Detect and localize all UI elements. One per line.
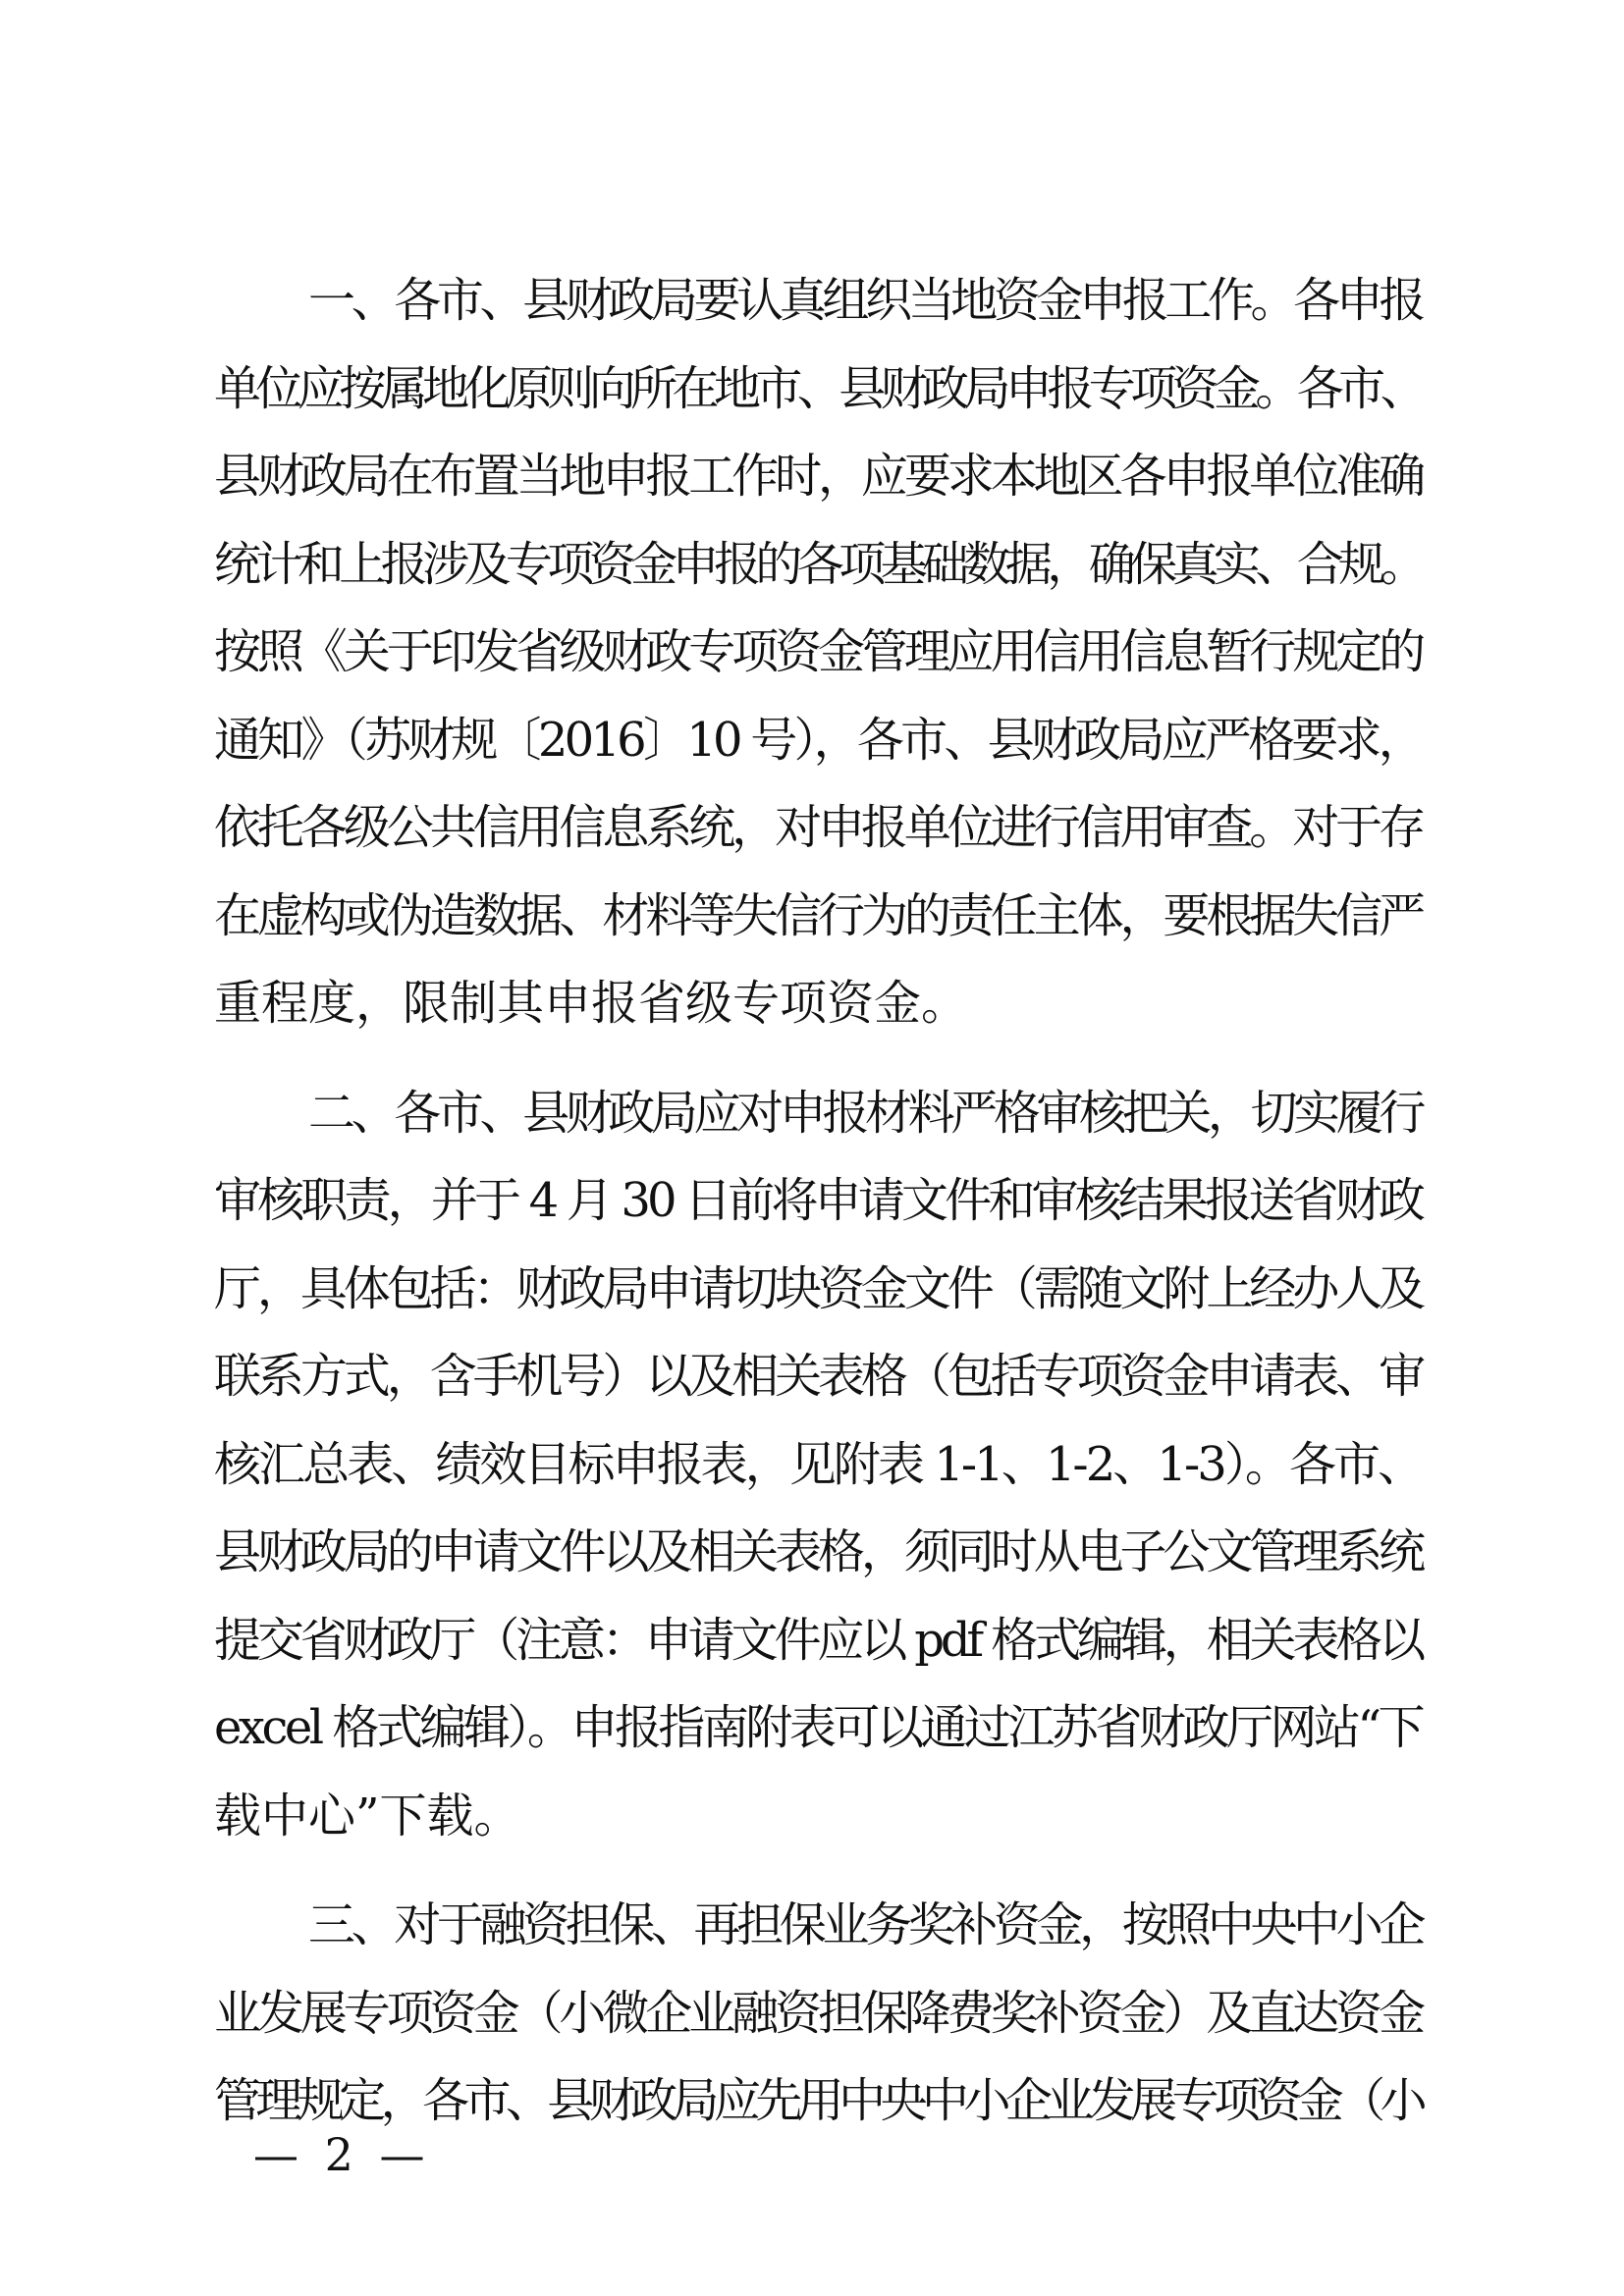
text-line: 审核职责，并于 4 月 30 日前将申请文件和审核结果报送省财政 [214, 1173, 1422, 1228]
text-line: 重程度，限制其申报省级专项资金。 [214, 976, 969, 1031]
text-line: 二、各市、县财政局应对申报材料严格审核把关，切实履行 [308, 1085, 1423, 1141]
text-line: 单位应按属地化原则向所在地市、县财政局申报专项资金。各市、 [214, 360, 1423, 416]
text-line: 统计和上报涉及专项资金申报的各项基础数据，确保真实、合规。 [214, 536, 1423, 592]
text-line: 在虚构或伪造数据、材料等失信行为的责任主体，要根据失信严 [214, 887, 1423, 943]
text-line: 依托各级公共信用信息系统，对申报单位进行信用审查。对于存 [214, 800, 1423, 855]
page-number: — 2 — [253, 2128, 431, 2181]
text-line: 管理规定，各市、县财政局应先用中央中小企业发展专项资金（小 [214, 2073, 1423, 2128]
text-line: 载中心”下载。 [214, 1788, 521, 1843]
text-line: 按照《关于印发省级财政专项资金管理应用信用信息暂行规定的 [214, 624, 1423, 679]
paragraph-1 [214, 257, 1422, 1048]
paragraph-3 [214, 1882, 1422, 2146]
text-line: 业发展专项资金（小微企业融资担保降费奖补资金）及直达资金 [214, 1985, 1423, 2041]
text-line: 提交省财政厅（注意：申请文件应以 pdf 格式编辑，相关表格以 [214, 1612, 1422, 1668]
text-line: 一、各市、县财政局要认真组织当地资金申报工作。各申报 [308, 273, 1423, 328]
text-line: 联系方式，含手机号）以及相关表格（包括专项资金申请表、审 [214, 1349, 1423, 1404]
paragraph-2 [214, 1070, 1422, 1861]
text-line: 县财政局在布置当地申报工作时，应要求本地区各申报单位准确 [214, 449, 1423, 504]
text-line: 三、对于融资担保、再担保业务奖补资金，按照中央中小企 [308, 1897, 1423, 1952]
document-body [214, 257, 1422, 2146]
text-line: 通知》（苏财规〔2016〕10 号），各市、县财政局应严格要求， [214, 712, 1422, 768]
text-line: 厅，具体包括：财政局申请切块资金文件（需随文附上经办人及 [214, 1260, 1423, 1316]
text-line: 县财政局的申请文件以及相关表格，须同时从电子公文管理系统 [214, 1524, 1423, 1579]
text-line: excel 格式编辑）。申报指南附表可以通过江苏省财政厅网站“下 [214, 1700, 1422, 1755]
text-line: 核汇总表、绩效目标申报表，见附表 1-1、1-2、1-3）。各市、 [214, 1436, 1423, 1492]
